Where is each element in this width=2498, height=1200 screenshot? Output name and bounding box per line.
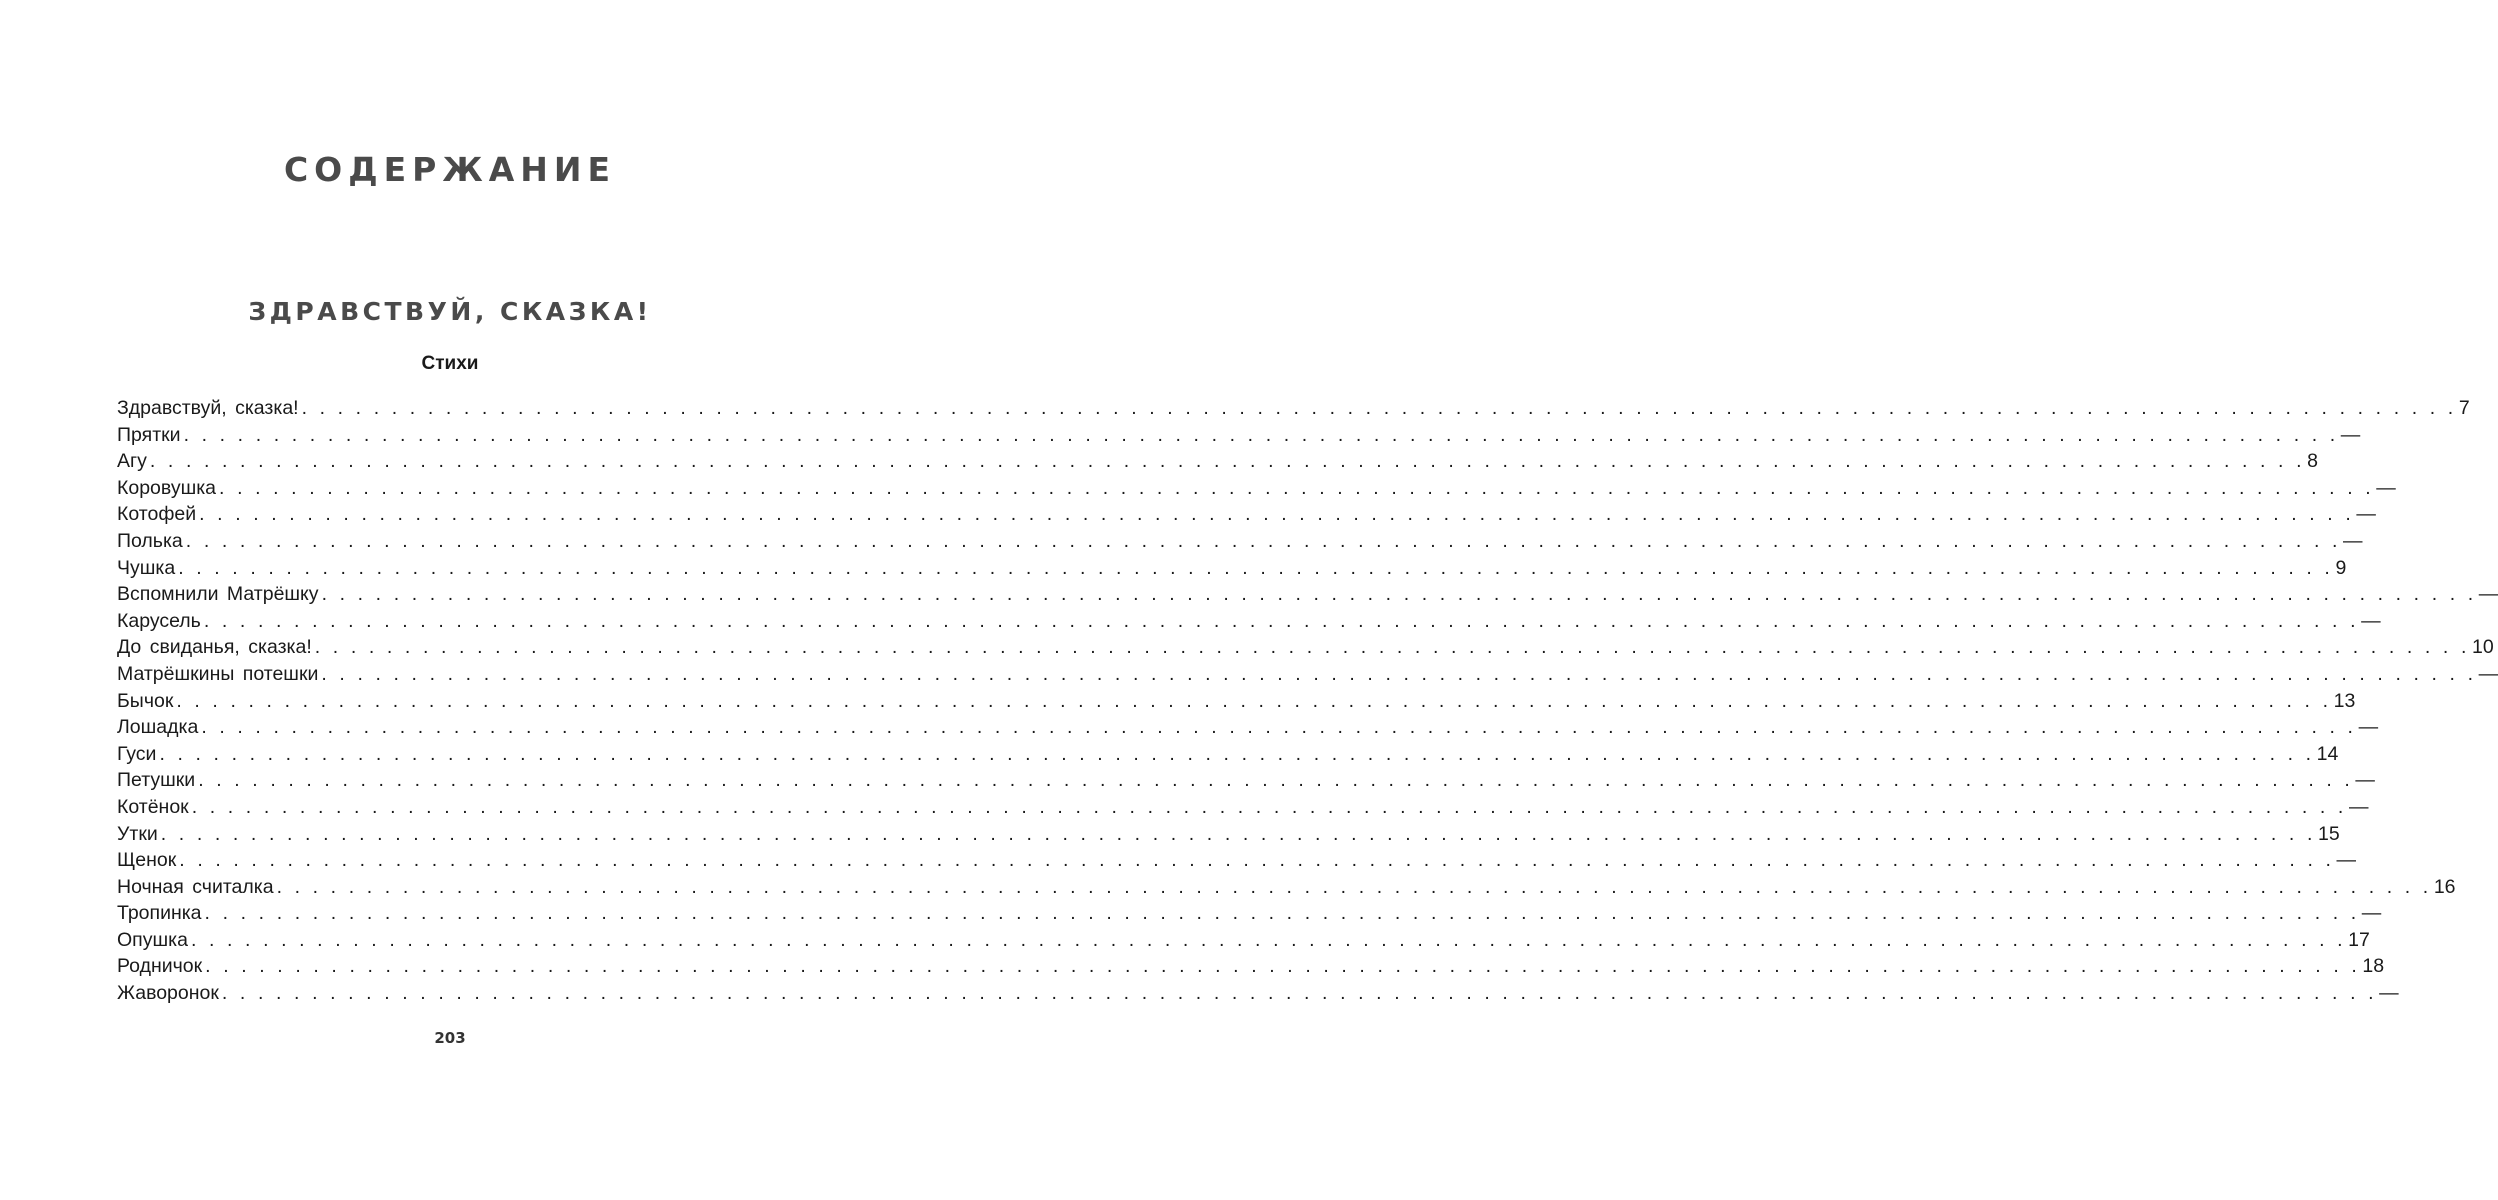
dot-leader: . . . . . . . . . . . . . . . . . . . . . . . . . . . . . . . . . . . . . . . . . . . . . . . . . . . . . . . . . . . . . . . . . . . . . . . . . . . . . . . . . . . . . . . . . . . . . . . . . . . . . . . . . . . . . . . . . . . . . . . . xyxy=(205,955,2361,978)
toc-entry-title: Жаворонок xyxy=(117,982,219,1005)
dot-leader: . . . . . . . . . . . . . . . . . . . . . . . . . . . . . . . . . . . . . . . . . . . . . . . . . . . . . . . . . . . . . . . . . . . . . . . . . . . . . . . . . . . . . . . . . . . . . . . . . . . . . . . . . . . . . . . . . . . . . . . . xyxy=(203,609,2360,632)
toc-entry-title: До свиданья, сказка! xyxy=(117,636,312,659)
page-title: СОДЕРЖАНИЕ xyxy=(283,150,617,189)
toc-entry xyxy=(117,767,2375,794)
dot-leader: . . . . . . . . . . . . . . . . . . . . . . . . . . . . . . . . . . . . . . . . . . . . . . . . . . . . . . . . . . . . . . . . . . . . . . . . . . . . . . . . . . . . . . . . . . . . . . . . . . . . . . . . . . . . . . . . . . . . . . . . xyxy=(201,716,2357,739)
toc-entry xyxy=(117,874,2456,901)
dot-leader: . . . . . . . . . . . . . . . . . . . . . . . . . . . . . . . . . . . . . . . . . . . . . . . . . . . . . . . . . . . . . . . . . . . . . . . . . . . . . . . . . . . . . . . . . . . . . . . . . . . . . . . . . . . . . . . . . . . . . . . . xyxy=(198,769,2354,792)
toc-entry-title: Лошадка xyxy=(117,716,199,739)
page-number: 203 xyxy=(434,1029,466,1047)
toc-entry xyxy=(117,847,2357,874)
subsection-title: Стихи xyxy=(421,353,479,374)
toc-entry xyxy=(117,661,2498,688)
toc-entry-page: — xyxy=(2358,716,2379,739)
toc-entry-title: Котёнок xyxy=(117,795,189,818)
toc-entry xyxy=(117,448,2318,475)
dot-leader: . . . . . . . . . . . . . . . . . . . . . . . . . . . . . . . . . . . . . . . . . . . . . . . . . . . . . . . . . . . . . . . . . . . . . . . . . . . . . . . . . . . . . . . . . . . . . . . . . . . . . . . . . . . . . . . . . . . . . . . . xyxy=(321,662,2477,685)
toc-entry xyxy=(117,953,2385,980)
toc-entry xyxy=(117,395,2470,422)
toc-entry-page: — xyxy=(2379,982,2399,1005)
toc-entry-page: — xyxy=(2340,423,2361,446)
toc-entry xyxy=(117,794,2369,821)
toc-entry-page: — xyxy=(2361,902,2382,925)
toc-entry-page: 17 xyxy=(2348,928,2370,951)
section-title: ЗДРАВСТВУЙ, СКАЗКА! xyxy=(248,297,652,326)
toc-entry-title: Ночная считалка xyxy=(117,875,274,898)
toc-entry-title: Родничок xyxy=(117,955,203,978)
toc-entry-title: Котофей xyxy=(117,503,197,526)
toc-entry xyxy=(117,821,2340,848)
toc-entry-title: Матрёшкины потешки xyxy=(117,662,319,685)
toc-entry-title: Гуси xyxy=(117,742,157,765)
dot-leader: . . . . . . . . . . . . . . . . . . . . . . . . . . . . . . . . . . . . . . . . . . . . . . . . . . . . . . . . . . . . . . . . . . . . . . . . . . . . . . . . . . . . . . . . . . . . . . . . . . . . . . . . . . . . . . . . . . . . . . . . xyxy=(160,822,2316,845)
dot-leader: . . . . . . . . . . . . . . . . . . . . . . . . . . . . . . . . . . . . . . . . . . . . . . . . . . . . . . . . . . . . . . . . . . . . . . . . . . . . . . . . . . . . . . . . . . . . . . . . . . . . . . . . . . . . . . . . . . . . . . . . xyxy=(276,875,2432,898)
toc-entry-page: 7 xyxy=(2458,397,2470,419)
toc-entry-page: — xyxy=(2336,849,2357,872)
toc-entry-title: Бычок xyxy=(117,689,174,712)
toc-entry-page: — xyxy=(2356,503,2376,526)
dot-leader: . . . . . . . . . . . . . . . . . . . . . . . . . . . . . . . . . . . . . . . . . . . . . . . . . . . . . . . . . . . . . . . . . . . . . . . . . . . . . . . . . . . . . . . . . . . . . . . . . . . . . . . . . . . . . . . . . . . . . . . . xyxy=(149,450,2306,473)
dot-leader: . . . . . . . . . . . . . . . . . . . . . . . . . . . . . . . . . . . . . . . . . . . . . . . . . . . . . . . . . . . . . . . . . . . . . . . . . . . . . . . . . . . . . . . . . . . . . . . . . . . . . . . . . . . . . . . . . . . . . . . . xyxy=(178,556,2334,579)
toc-entry-title: Агу xyxy=(117,450,147,473)
dot-leader: . . . . . . . . . . . . . . . . . . . . . . . . . . . . . . . . . . . . . . . . . . . . . . . . . . . . . . . . . . . . . . . . . . . . . . . . . . . . . . . . . . . . . . . . . . . . . . . . . . . . . . . . . . . . . . . . . . . . . . . . xyxy=(183,423,2339,446)
toc-entry xyxy=(117,714,2379,741)
dot-leader: . . . . . . . . . . . . . . . . . . . . . . . . . . . . . . . . . . . . . . . . . . . . . . . . . . . . . . . . . . . . . . . . . . . . . . . . . . . . . . . . . . . . . . . . . . . . . . . . . . . . . . . . . . . . . . . . . . . . . . . . xyxy=(190,928,2347,951)
toc-entry xyxy=(117,422,2361,449)
toc-entry-title: Утки xyxy=(117,822,158,845)
toc-entry-page: — xyxy=(2376,476,2396,499)
toc-entry-page: 15 xyxy=(2317,822,2340,845)
dot-leader: . . . . . . . . . . . . . . . . . . . . . . . . . . . . . . . . . . . . . . . . . . . . . . . . . . . . . . . . . . . . . . . . . . . . . . . . . . . . . . . . . . . . . . . . . . . . . . . . . . . . . . . . . . . . . . . . . . . . . . . . xyxy=(321,583,2477,606)
toc-entry xyxy=(117,900,2382,927)
dot-leader: . . . . . . . . . . . . . . . . . . . . . . . . . . . . . . . . . . . . . . . . . . . . . . . . . . . . . . . . . . . . . . . . . . . . . . . . . . . . . . . . . . . . . . . . . . . . . . . . . . . . . . . . . . . . . . . . . . . . . . . . xyxy=(301,397,2457,419)
dot-leader: . . . . . . . . . . . . . . . . . . . . . . . . . . . . . . . . . . . . . . . . . . . . . . . . . . . . . . . . . . . . . . . . . . . . . . . . . . . . . . . . . . . . . . . . . . . . . . . . . . . . . . . . . . . . . . . . . . . . . . . . xyxy=(191,795,2347,818)
toc-entry xyxy=(117,634,2494,661)
toc-entry-page: — xyxy=(2343,529,2363,552)
toc-entry xyxy=(117,475,2396,502)
toc-entry-title: Коровушка xyxy=(117,476,217,499)
toc-entry-title: Вспомнили Матрёшку xyxy=(117,583,319,606)
dot-leader: . . . . . . . . . . . . . . . . . . . . . . . . . . . . . . . . . . . . . . . . . . . . . . . . . . . . . . . . . . . . . . . . . . . . . . . . . . . . . . . . . . . . . . . . . . . . . . . . . . . . . . . . . . . . . . . . . . . . . . . . xyxy=(221,982,2378,1005)
toc-entry-title: Здравствуй, сказка! xyxy=(117,397,299,419)
toc-entry-title: Полька xyxy=(117,529,183,552)
toc-entry-page: — xyxy=(2361,609,2381,632)
dot-leader: . . . . . . . . . . . . . . . . . . . . . . . . . . . . . . . . . . . . . . . . . . . . . . . . . . . . . . . . . . . . . . . . . . . . . . . . . . . . . . . . . . . . . . . . . . . . . . . . . . . . . . . . . . . . . . . . . . . . . . . . xyxy=(185,529,2342,552)
toc-entry-page: — xyxy=(2478,662,2498,685)
toc-entry-page: 8 xyxy=(2307,450,2318,473)
toc-entry-title: Опушка xyxy=(117,928,188,951)
toc-entry-page: — xyxy=(2348,795,2369,818)
toc-entry xyxy=(117,528,2363,555)
toc-entry-page: 9 xyxy=(2335,556,2347,579)
toc-entry xyxy=(117,980,2399,1007)
dot-leader: . . . . . . . . . . . . . . . . . . . . . . . . . . . . . . . . . . . . . . . . . . . . . . . . . . . . . . . . . . . . . . . . . . . . . . . . . . . . . . . . . . . . . . . . . . . . . . . . . . . . . . . . . . . . . . . . . . . . . . . . xyxy=(159,742,2315,765)
toc-entry xyxy=(117,501,2376,528)
toc-entry-title: Чушка xyxy=(117,556,176,579)
dot-leader: . . . . . . . . . . . . . . . . . . . . . . . . . . . . . . . . . . . . . . . . . . . . . . . . . . . . . . . . . . . . . . . . . . . . . . . . . . . . . . . . . . . . . . . . . . . . . . . . . . . . . . . . . . . . . . . . . . . . . . . . xyxy=(204,902,2360,925)
toc-entry xyxy=(117,581,2498,608)
toc-entry-page: 13 xyxy=(2333,689,2356,712)
dot-leader: . . . . . . . . . . . . . . . . . . . . . . . . . . . . . . . . . . . . . . . . . . . . . . . . . . . . . . . . . . . . . . . . . . . . . . . . . . . . . . . . . . . . . . . . . . . . . . . . . . . . . . . . . . . . . . . . . . . . . . . . xyxy=(176,689,2332,712)
toc-entry-page: — xyxy=(2355,769,2375,792)
toc-entry-title: Тропинка xyxy=(117,902,202,925)
toc-entry-title: Щенок xyxy=(117,849,177,872)
toc-entry-title: Петушки xyxy=(117,769,196,792)
dot-leader: . . . . . . . . . . . . . . . . . . . . . . . . . . . . . . . . . . . . . . . . . . . . . . . . . . . . . . . . . . . . . . . . . . . . . . . . . . . . . . . . . . . . . . . . . . . . . . . . . . . . . . . . . . . . . . . . . . . . . . . . xyxy=(199,503,2355,526)
toc-entry xyxy=(117,741,2339,768)
dot-leader: . . . . . . . . . . . . . . . . . . . . . . . . . . . . . . . . . . . . . . . . . . . . . . . . . . . . . . . . . . . . . . . . . . . . . . . . . . . . . . . . . . . . . . . . . . . . . . . . . . . . . . . . . . . . . . . . . . . . . . . . xyxy=(314,636,2470,659)
toc-entry-title: Прятки xyxy=(117,423,181,446)
toc-entry xyxy=(117,608,2381,635)
toc-entry-page: 14 xyxy=(2316,742,2339,765)
dot-leader: . . . . . . . . . . . . . . . . . . . . . . . . . . . . . . . . . . . . . . . . . . . . . . . . . . . . . . . . . . . . . . . . . . . . . . . . . . . . . . . . . . . . . . . . . . . . . . . . . . . . . . . . . . . . . . . . . . . . . . . . xyxy=(219,476,2375,499)
toc-entry xyxy=(117,927,2370,954)
dot-leader: . . . . . . . . . . . . . . . . . . . . . . . . . . . . . . . . . . . . . . . . . . . . . . . . . . . . . . . . . . . . . . . . . . . . . . . . . . . . . . . . . . . . . . . . . . . . . . . . . . . . . . . . . . . . . . . . . . . . . . . . xyxy=(179,849,2335,872)
toc-entry-page: — xyxy=(2478,583,2498,606)
toc-entry xyxy=(117,688,2356,715)
toc-entry-page: 10 xyxy=(2471,636,2494,659)
toc-entry-page: 18 xyxy=(2362,955,2385,978)
toc-entry-page: 16 xyxy=(2433,875,2456,898)
table-of-contents xyxy=(117,395,2498,1007)
toc-entry-title: Карусель xyxy=(117,609,201,632)
toc-entry xyxy=(117,555,2347,582)
